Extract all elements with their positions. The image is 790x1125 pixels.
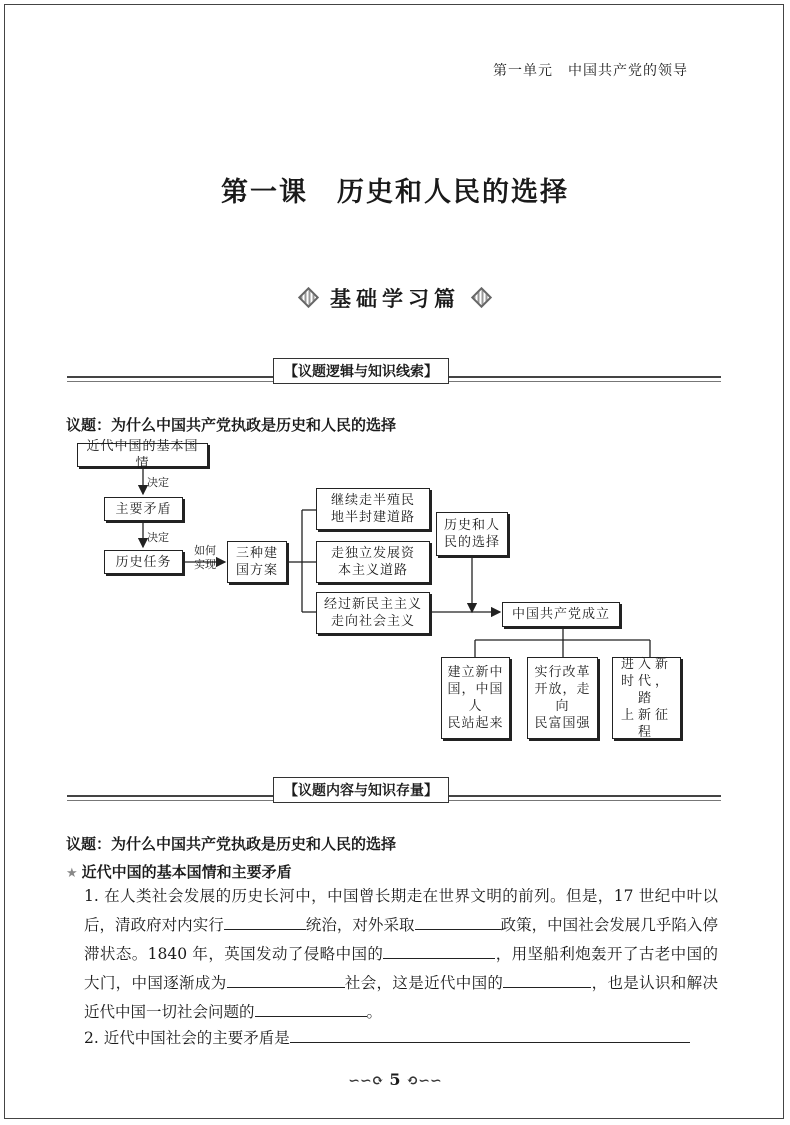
page-number-text: 5 [389,1070,401,1089]
running-header: 第一单元 中国共产党的领导 [493,63,688,79]
q1-text: 社会，这是近代中国的 [344,974,504,992]
label-decide-2: 决定 [147,531,169,544]
box-result-reform: 实行改革 开放，走向 民富国强 [527,657,598,739]
page-number [0,1070,790,1089]
box-basic-conditions: 近代中国的基本国情 [77,443,208,467]
q1-text: ，也是认识和解决近代中国一切社会问题的 [84,974,718,1021]
subheading [66,861,292,882]
fill-blank[interactable] [227,972,345,988]
subheading-text: 近代中国的基本国情和主要矛盾 [81,863,292,881]
q1-text: 政策，中国社会发展几乎陷入停滞状态。1840 年，英国发动了侵略中国的 [84,916,718,963]
fill-blank[interactable] [224,914,306,930]
q1-text: 1. 在人类社会发展的历史长河中，中国曾长期走在世界文明的前列。但是，17 世纪中叶以后，清政府对内实行 [84,887,718,934]
q1-text: 。 [366,1003,383,1021]
fill-blank[interactable] [383,943,495,959]
box-three-plans: 三种建 国方案 [227,541,287,583]
swirl-ornament-icon: ⟲∽∽ [406,1073,442,1089]
box-historic-task: 历史任务 [104,550,183,574]
label-decide-1: 决定 [147,476,169,489]
box-result-new-china: 建立新中 国，中国人 民站起来 [441,657,510,739]
label-how-realize: 如何 实现 [194,544,216,571]
q2-text: 2. 近代中国社会的主要矛盾是 [84,1029,290,1047]
question-2 [84,1024,718,1053]
question-1 [84,882,718,1027]
fill-blank[interactable] [415,914,501,930]
q1-text: ，用坚船利炮轰开了古老中国的大门，中国逐渐成为 [84,945,718,992]
content-stock-label: 【议题内容与知识存量】 [273,777,449,803]
swirl-ornament-icon: ∽∽⟳ [348,1073,384,1089]
box-main-contradiction: 主要矛盾 [104,497,183,521]
topic-heading: 议题：为什么中国共产党执政是历史和人民的选择 [66,416,397,434]
box-result-new-era: 进入新 时代，踏 上新征 程 [612,657,681,739]
fill-blank[interactable] [290,1027,690,1043]
fill-blank[interactable] [503,972,591,988]
box-plan-semi-colonial: 继续走半殖民 地半封建道路 [316,488,430,530]
topic-heading-2: 议题：为什么中国共产党执政是历史和人民的选择 [66,835,397,853]
q1-text: 统治，对外采取 [305,916,415,934]
section-title-text: 基础学习篇 [330,287,460,311]
star-icon: ★ [66,866,78,881]
box-plan-new-democracy: 经过新民主主义 走向社会主义 [316,592,430,634]
fill-blank[interactable] [255,1001,367,1017]
logic-clue-label: 【议题逻辑与知识线索】 [273,358,449,384]
lesson-title: 第一课 历史和人民的选择 [221,177,569,208]
box-historic-choice: 历史和人 民的选择 [436,512,508,556]
box-party-founded: 中国共产党成立 [502,602,620,627]
box-plan-capitalism: 走独立发展资 本主义道路 [316,541,430,583]
